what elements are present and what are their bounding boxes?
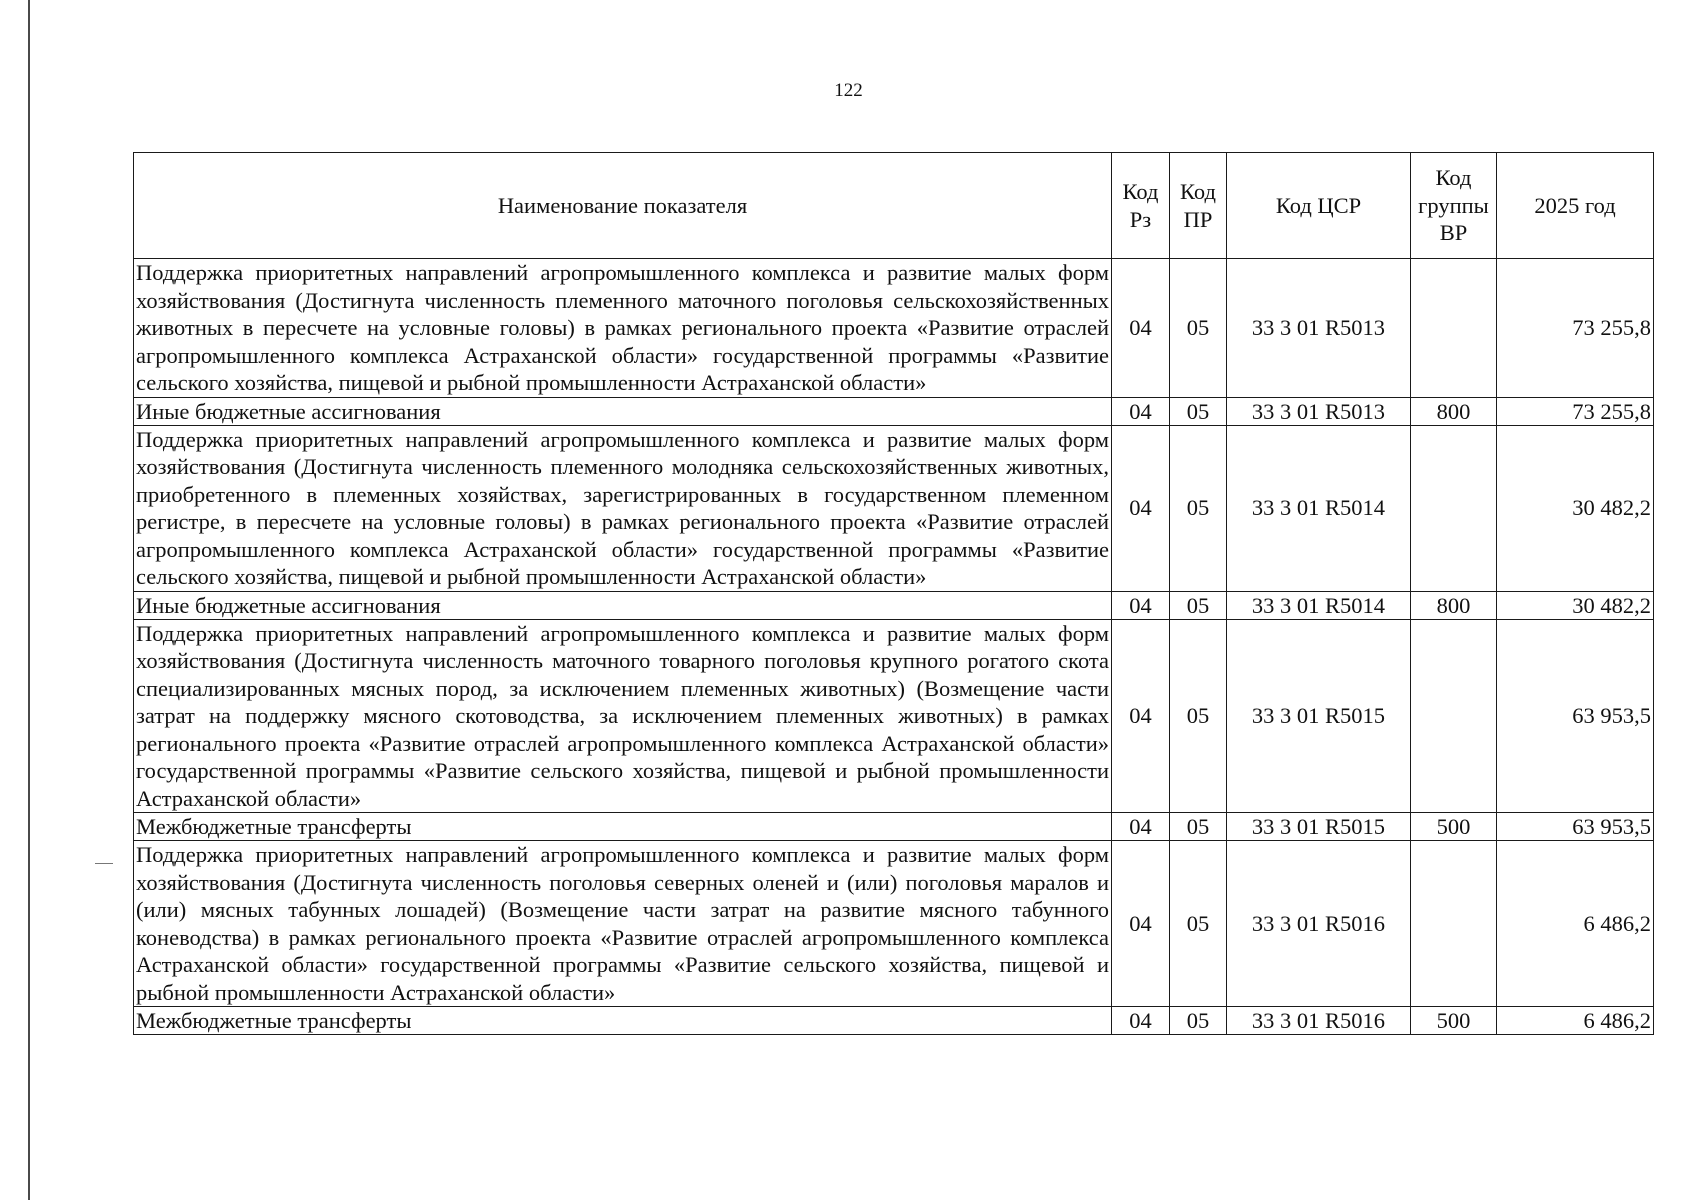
row-name: Межбюджетные трансферты: [134, 1007, 1112, 1035]
row-code-csr: 33 3 01 R5016: [1227, 841, 1411, 1007]
row-code-rz: 04: [1112, 841, 1170, 1007]
table-row: [134, 425, 1654, 591]
row-code-vr: 800: [1411, 397, 1497, 425]
table-row: [134, 813, 1654, 841]
row-code-csr: 33 3 01 R5015: [1227, 619, 1411, 813]
header-code-vr: Код группы ВР: [1411, 153, 1497, 259]
header-indicator-name: Наименование показателя: [134, 153, 1112, 259]
row-code-vr: 500: [1411, 1007, 1497, 1035]
table-row: [134, 1007, 1654, 1035]
row-code-rz: 04: [1112, 591, 1170, 619]
row-amount: 63 953,5: [1497, 813, 1654, 841]
row-code-csr: 33 3 01 R5014: [1227, 425, 1411, 591]
row-amount: 6 486,2: [1497, 1007, 1654, 1035]
budget-allocation-table: [133, 152, 1654, 1035]
row-name: Поддержка приоритетных направлений агропромышленного комплекса и развитие малых форм хозяйствования (Достигнута численность маточного товарного поголовья крупного рогатого скота специализированных мясных пород, за исключением племенных животных) (Возмещение части затрат на поддержку мясного скотоводства, за исключением племенных животных) в рамках регионального проекта «Развитие отраслей агропромышленного комплекса Астраханской области» государственной программы «Развитие сельского хозяйства, пищевой и рыбной промышленности Астраханской области»: [134, 619, 1112, 813]
row-name: Межбюджетные трансферты: [134, 813, 1112, 841]
row-code-rz: 04: [1112, 619, 1170, 813]
table-row: [134, 259, 1654, 398]
row-code-vr: [1411, 619, 1497, 813]
row-name: Поддержка приоритетных направлений агропромышленного комплекса и развитие малых форм хозяйствования (Достигнута численность поголовья северных оленей и (или) поголовья маралов и (или) мясных табунных лошадей) (Возмещение части затрат на развитие мясного табунного коневодства) в рамках регионального проекта «Развитие отраслей агропромышленного комплекса Астраханской области» государственной программы «Развитие сельского хозяйства, пищевой и рыбной промышленности Астраханской области»: [134, 841, 1112, 1007]
row-code-rz: 04: [1112, 397, 1170, 425]
row-code-vr: [1411, 425, 1497, 591]
row-code-csr: 33 3 01 R5014: [1227, 591, 1411, 619]
row-code-csr: 33 3 01 R5015: [1227, 813, 1411, 841]
row-name: Иные бюджетные ассигнования: [134, 591, 1112, 619]
row-code-pr: 05: [1170, 841, 1227, 1007]
row-code-pr: 05: [1170, 1007, 1227, 1035]
row-code-rz: 04: [1112, 813, 1170, 841]
row-code-pr: 05: [1170, 259, 1227, 398]
row-code-rz: 04: [1112, 259, 1170, 398]
table-row: [134, 397, 1654, 425]
page-number: 122: [834, 80, 863, 101]
row-code-pr: 05: [1170, 813, 1227, 841]
table-header-row: [134, 153, 1654, 259]
header-year-2025: 2025 год: [1497, 153, 1654, 259]
row-name: Поддержка приоритетных направлений агропромышленного комплекса и развитие малых форм хозяйствования (Достигнута численность племенного маточного поголовья сельскохозяйственных животных в пересчете на условные головы) в рамках регионального проекта «Развитие отраслей агропромышленного комплекса Астраханской области» государственной программы «Развитие сельского хозяйства, пищевой и рыбной промышленности Астраханской области»: [134, 259, 1112, 398]
row-amount: 30 482,2: [1497, 591, 1654, 619]
row-code-rz: 04: [1112, 1007, 1170, 1035]
binding-edge-line: [28, 0, 30, 1200]
row-amount: 6 486,2: [1497, 841, 1654, 1007]
header-code-rz: Код Рз: [1112, 153, 1170, 259]
row-code-pr: 05: [1170, 425, 1227, 591]
row-amount: 63 953,5: [1497, 619, 1654, 813]
row-code-rz: 04: [1112, 425, 1170, 591]
row-code-csr: 33 3 01 R5013: [1227, 397, 1411, 425]
table-row: [134, 619, 1654, 813]
header-code-pr: Код ПР: [1170, 153, 1227, 259]
row-amount: 73 255,8: [1497, 259, 1654, 398]
scan-mark: [95, 863, 113, 864]
row-code-pr: 05: [1170, 591, 1227, 619]
row-code-csr: 33 3 01 R5013: [1227, 259, 1411, 398]
table-row: [134, 841, 1654, 1007]
table-row: [134, 591, 1654, 619]
row-name: Иные бюджетные ассигнования: [134, 397, 1112, 425]
row-code-vr: 500: [1411, 813, 1497, 841]
row-code-vr: [1411, 841, 1497, 1007]
row-code-pr: 05: [1170, 397, 1227, 425]
row-code-vr: 800: [1411, 591, 1497, 619]
row-amount: 73 255,8: [1497, 397, 1654, 425]
row-code-pr: 05: [1170, 619, 1227, 813]
row-name: Поддержка приоритетных направлений агропромышленного комплекса и развитие малых форм хозяйствования (Достигнута численность племенного молодняка сельскохозяйственных животных, приобретенного в племенных хозяйствах, зарегистрированных в государственном племенном регистре, в пересчете на условные головы) в рамках регионального проекта «Развитие отраслей агропромышленного комплекса Астраханской области» государственной программы «Развитие сельского хозяйства, пищевой и рыбной промышленности Астраханской области»: [134, 425, 1112, 591]
row-code-vr: [1411, 259, 1497, 398]
header-code-csr: Код ЦСР: [1227, 153, 1411, 259]
row-amount: 30 482,2: [1497, 425, 1654, 591]
row-code-csr: 33 3 01 R5016: [1227, 1007, 1411, 1035]
